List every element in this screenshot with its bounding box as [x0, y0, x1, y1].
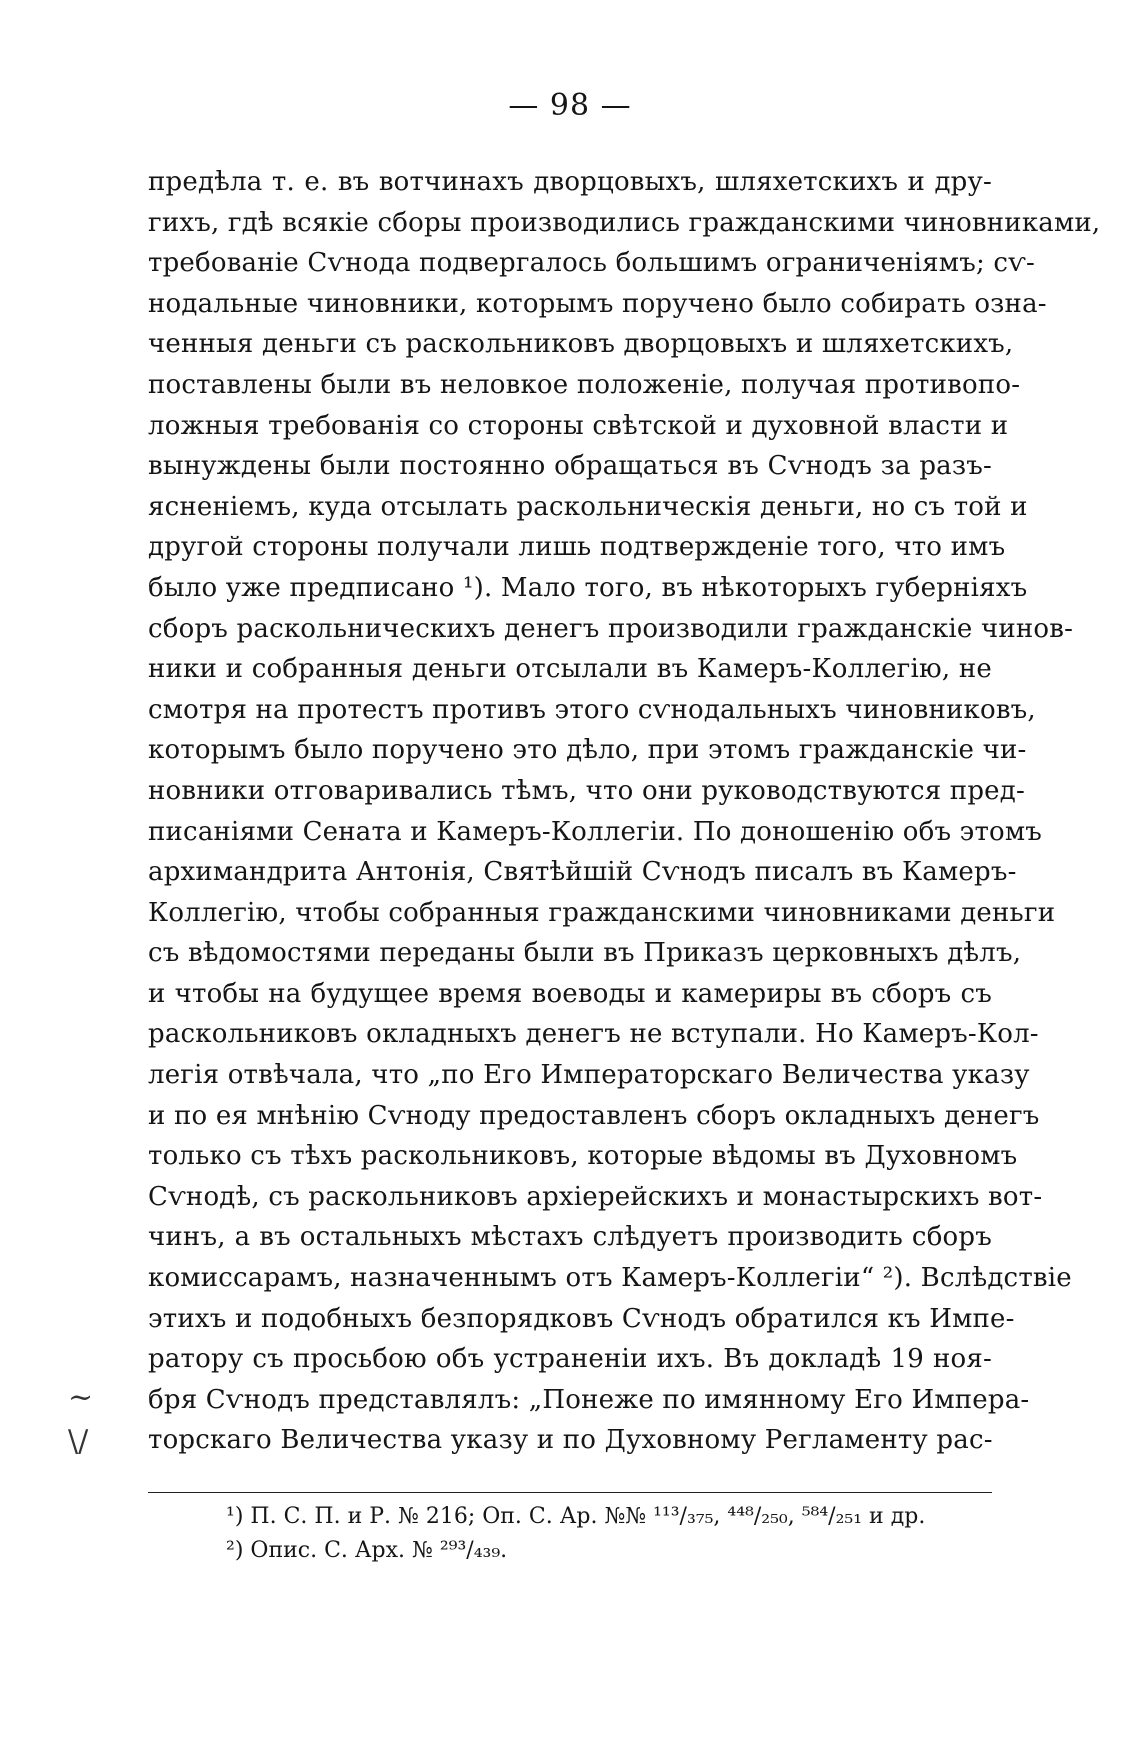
text-line: сборъ раскольническихъ денегъ производили гражданскіе чинов- — [148, 613, 1074, 644]
text-line: Коллегію, чтобы собранныя гражданскими чиновниками деньги — [148, 897, 1056, 928]
footnote — [226, 1534, 986, 1568]
text-line: которымъ было поручено это дѣло, при этомъ гражданскіе чи- — [148, 735, 1027, 766]
text-line: и чтобы на будущее время воеводы и камериры въ сборъ съ — [148, 978, 992, 1009]
text-line: съ вѣдомостями переданы были въ Приказъ церковныхъ дѣлъ, — [148, 938, 1022, 969]
text-line: нодальные чиновники, которымъ поручено было собирать озна- — [148, 288, 1047, 319]
footnote-marker: ²) — [226, 1538, 244, 1563]
text-line: только съ тѣхъ раскольниковъ, которые вѣдомы въ Духовномъ — [148, 1141, 1018, 1172]
text-line: смотря на протестъ противъ этого сѵнодальныхъ чиновниковъ, — [148, 694, 1036, 725]
text-line: требованіе Сѵнода подвергалось большимъ ограниченіямъ; сѵ- — [148, 248, 1035, 279]
text-line: поставлены были въ неловкое положеніе, получая противопо- — [148, 369, 1021, 400]
text-line: вынуждены были постоянно обращаться въ Сѵнодъ за разъ- — [148, 451, 992, 482]
footnote — [226, 1500, 986, 1534]
text-line: ложныя требованія со стороны свѣтской и духовной власти и — [148, 410, 1009, 441]
text-line: Сѵнодѣ, съ раскольниковъ архіерейскихъ и монастырскихъ вот- — [148, 1181, 1043, 1212]
text-line: гихъ, гдѣ всякіе сборы производились гражданскими чиновниками, — [148, 207, 1101, 238]
text-line: предѣла т. е. въ вотчинахъ дворцовыхъ, шляхетскихъ и дру- — [148, 167, 992, 197]
text-line: было уже предписано ¹). Мало того, въ нѣкоторыхъ губерніяхъ — [148, 572, 1028, 603]
margin-mark-check: \/ — [68, 1424, 89, 1459]
text-line: легія отвѣчала, что „по Его Императорскаго Величества указу — [148, 1060, 1030, 1091]
footnote-text: Опис. С. Арх. № ²⁹³/₄₃₉. — [250, 1538, 508, 1563]
footnote-text: П. С. П. и Р. № 216; Оп. С. Ар. №№ ¹¹³/₃₇₅, ⁴⁴⁸/₂₅₀, ⁵⁸⁴/₂₅₁ и др. — [250, 1504, 926, 1529]
text-line: торскаго Величества указу и по Духовному Регламенту рас- — [148, 1425, 993, 1456]
text-line: писаніями Сената и Камеръ-Коллегіи. По доношенію объ этомъ — [148, 816, 1043, 847]
text-line: чинъ, а въ остальныхъ мѣстахъ слѣдуетъ производить сборъ — [148, 1222, 992, 1253]
footnote-marker: ¹) — [226, 1504, 244, 1529]
footnotes — [226, 1500, 986, 1568]
body-text — [148, 162, 1101, 1461]
text-line: ченныя деньги съ раскольниковъ дворцовыхъ и шляхетскихъ, — [148, 329, 1014, 360]
margin-mark-tilde: ~ — [68, 1380, 94, 1415]
text-line: бря Сѵнодъ представлялъ: „Понеже по имянному Его Импера- — [148, 1384, 1030, 1415]
text-line: архимандрита Антонія, Святѣйшій Сѵнодъ писалъ въ Камеръ- — [148, 857, 1017, 888]
footnote-divider — [148, 1492, 992, 1493]
text-line: комиссарамъ, назначеннымъ отъ Камеръ-Коллегіи“ ²). Вслѣдствіе — [148, 1263, 1072, 1294]
page-number: — 98 — — [508, 88, 632, 123]
text-line: раскольниковъ окладныхъ денегъ не вступали. Но Камеръ-Кол- — [148, 1019, 1039, 1050]
text-line: ники и собранныя деньги отсылали въ Камеръ-Коллегію, не — [148, 654, 992, 685]
text-line: ясненіемъ, куда отсылать раскольническія деньги, но съ той и — [148, 491, 1028, 522]
text-line: другой стороны получали лишь подтвержденіе того, что имъ — [148, 532, 1006, 563]
text-line: ратору съ просьбою объ устраненіи ихъ. Въ докладѣ 19 ноя- — [148, 1344, 992, 1375]
text-line: новники отговаривались тѣмъ, что они руководствуются пред- — [148, 775, 1025, 806]
text-line: этихъ и подобныхъ безпорядковъ Сѵнодъ обратился къ Импе- — [148, 1303, 1015, 1334]
text-line: и по ея мнѣнію Сѵноду предоставленъ сборъ окладныхъ денегъ — [148, 1100, 1040, 1131]
